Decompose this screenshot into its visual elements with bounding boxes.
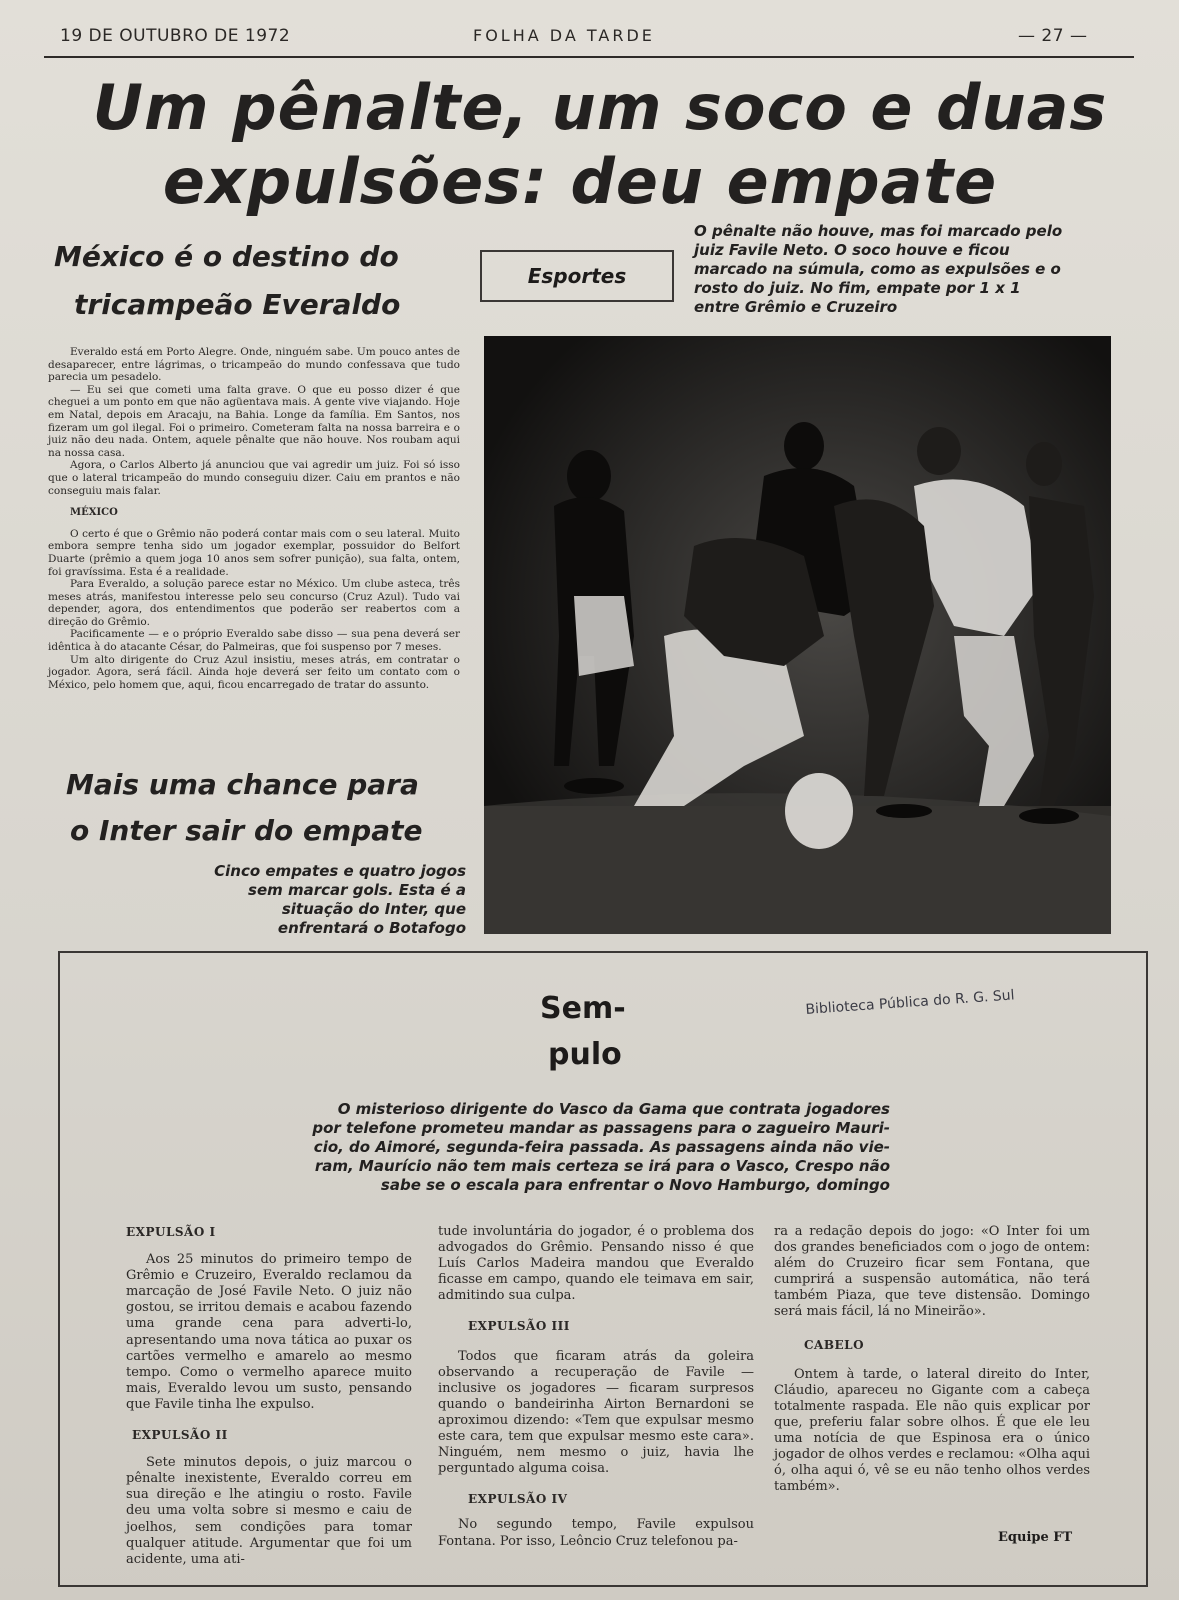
- everaldo-paragraph: Para Everaldo, a solução parece estar no México. Um clube asteca, três meses atrás, manifestou interesse pelo seu concurso (Cruz Azul). Tudo vai depender, agora, dos entendimentos que poderão ser reabertos com a direção do Grêmio.: [48, 578, 460, 628]
- expulsao-4-text: No segundo tempo, Favile expulsou Fontana. Por isso, Leôncio Cruz telefonou pa-: [438, 1517, 754, 1549]
- box-intro-line5: sabe se o escala para enfrentar o Novo Hamburgo, domingo: [380, 1176, 890, 1194]
- everaldo-paragraph: Um alto dirigente do Cruz Azul insistiu, meses atrás, em contratar o jogador. Agora, será fácil. Ainda hoje deverá ser feito um contato com o México, pelo homem que, aqui, ficou encarregado de tratar do assunto.: [48, 653, 460, 691]
- inter-summary-line2: sem marcar gols. Esta é a: [248, 881, 466, 899]
- newspaper-name: FOLHA DA TARDE: [473, 26, 655, 45]
- cabelo-text: Ontem à tarde, o lateral direito do Inter, Cláudio, apareceu no Gigante com a cabeça totalmente raspada. Ele não quis explicar por que, preferiu falar sobre olhos. É que ele leu uma notícia de que Espinosa era o único jogador de olhos verdes e reclamou: «Olha aqui ó, olha aqui ó, vê se eu não tenho olhos verdes também».: [774, 1366, 1090, 1495]
- inter-summary: [150, 862, 466, 938]
- lead-summary-line4: rosto do juiz. No fim, empate por 1 x 1: [694, 279, 1021, 297]
- column-2-continuation: tude involuntária do jogador, é o problema dos advogados do Grêmio. Pensando nisso é que Luís Carlos Madeira mandou que Everaldo ficasse em campo, quando ele teimava em sair, admitindo sua culpa.: [438, 1224, 754, 1304]
- box-title-line2: pulo: [548, 1037, 622, 1072]
- section-tag-esportes: Esportes: [480, 250, 674, 302]
- inter-title-line1: Mais uma chance para: [66, 768, 419, 801]
- everaldo-article-body: [48, 346, 460, 691]
- library-stamp: Biblioteca Pública do R. G. Sul: [805, 987, 1016, 1018]
- expulsao-2-label: EXPULSÃO II: [132, 1428, 228, 1443]
- box-title-line1: Sem-: [540, 991, 626, 1026]
- box-intro-line1: O misterioso dirigente do Vasco da Gama que contrata jogadores: [337, 1100, 890, 1118]
- issue-date: 19 DE OUTUBRO DE 1972: [60, 26, 291, 46]
- inter-summary-line4: enfrentará o Botafogo: [277, 919, 466, 937]
- expulsao-1-text: Aos 25 minutos do primeiro tempo de Grêmio e Cruzeiro, Everaldo reclamou da marcação de José Favile Neto. O juiz não gostou, se irritou demais e acabou fazendo uma grande cena para adverti-lo, apresentando uma nova tática ao puxar os cartões vermelho e amarelo ao mesmo tempo. Como o vermelho aparece muito mais, Everaldo levou um susto, pensando que Favile tinha lhe expulso.: [126, 1252, 412, 1412]
- expulsao-2-text: Sete minutos depois, o juiz marcou o pênalte inexistente, Everaldo correu em sua direção e lhe atingiu o rosto. Favile deu uma volta sobre si mesmo e caiu de joelhos, sem condições para tomar qualquer atitude. Argumentar que foi um acidente, uma ati-: [126, 1455, 412, 1567]
- everaldo-title-line1: México é o destino do: [54, 240, 399, 273]
- page-number: — 27 —: [1018, 26, 1088, 46]
- lead-summary-line1: O pênalte não houve, mas foi marcado pelo: [694, 222, 1063, 240]
- box-column-2: [438, 1224, 754, 1550]
- box-column-3: [774, 1224, 1090, 1495]
- everaldo-paragraph: — Eu sei que cometi uma falta grave. O que eu posso dizer é que cheguei a um ponto em que não agüentava mais. A gente vive viajando. Hoje em Natal, depois em Aracaju, na Bahia. Longe da família. Em Santos, nos fizeram um gol ilegal. Foi o primeiro. Cometeram falta na nossa barreira e o juiz não deu nada. Ontem, aquele pênalte que não houve. Nos roubam aqui na nossa casa.: [48, 383, 460, 459]
- lead-summary-line3: marcado na súmula, como as expulsões e o: [694, 260, 1061, 278]
- inter-summary-line3: situação do Inter, que: [281, 900, 466, 918]
- everaldo-paragraph: Everaldo está em Porto Alegre. Onde, ninguém sabe. Um pouco antes de desaparecer, entre lágrimas, o tricampeão do mundo confessava que tudo parecia um pesadelo.: [48, 346, 460, 384]
- lead-summary-line5: entre Grêmio e Cruzeiro: [694, 298, 898, 316]
- signature: Equipe FT: [998, 1530, 1073, 1545]
- everaldo-paragraph: Agora, o Carlos Alberto já anunciou que vai agredir um juiz. Foi só isso que o lateral tricampeão do mundo conseguiu dizer. Caiu em prantos e não conseguiu mais falar.: [48, 459, 460, 497]
- expulsao-3-label: EXPULSÃO III: [468, 1319, 570, 1334]
- lead-summary: [694, 222, 1062, 317]
- box-intro-line3: cio, do Aimoré, segunda-feira passada. As passagens ainda não vie-: [313, 1138, 890, 1156]
- lead-summary-line2: juiz Favile Neto. O soco houve e ficou: [694, 241, 1010, 259]
- everaldo-title-line2: tricampeão Everaldo: [74, 288, 401, 321]
- main-headline-line2: expulsões: deu empate: [162, 145, 998, 218]
- header-rule: [44, 56, 1134, 58]
- expulsao-3-text: Todos que ficaram atrás da goleira observando a recuperação de Favile — inclusive os jogadores — ficaram surpresos quando o bandeirinha Airton Bernardoni se aproximou dizendo: «Tem que expulsar mesmo este cara, tem que expulsar mesmo este cara». Ninguém, nem mesmo o juiz, havia lhe perguntado alguma coisa.: [438, 1348, 754, 1477]
- box-intro: [280, 1100, 890, 1195]
- column-3-continuation: ra a redação depois do jogo: «O Inter foi um dos grandes beneficiados com o jogo de ontem: além do Cruzeiro ficar sem Fontana, que cumprirá a suspensão automática, não terá também Piaza, que teve distensão. Domingo será mais fácil, lá no Mineirão».: [774, 1224, 1090, 1320]
- match-photo: [484, 336, 1111, 934]
- box-column-1: [126, 1224, 412, 1568]
- box-intro-line4: ram, Maurício não tem mais certeza se irá para o Vasco, Crespo não: [314, 1157, 890, 1175]
- expulsao-4-label: EXPULSÃO IV: [468, 1492, 568, 1507]
- everaldo-paragraph: O certo é que o Grêmio não poderá contar mais com o seu lateral. Muito embora sempre tenha sido um jogador exemplar, possuidor do Belfort Duarte (prêmio a quem joga 10 anos sem sofrer punição), sua falta, ontem, foi gravíssima. Esta é a realidade.: [48, 527, 460, 578]
- box-intro-line2: por telefone prometeu mandar as passagens para o zagueiro Mauri-: [312, 1119, 890, 1137]
- everaldo-paragraph: Pacificamente — e o próprio Everaldo sabe disso — sua pena deverá ser idêntica à do atacante César, do Palmeiras, que foi suspenso por 7 meses.: [48, 628, 460, 654]
- main-headline-line1: Um pênalte, um soco e duas: [92, 71, 1108, 144]
- inter-summary-line1: Cinco empates e quatro jogos: [214, 862, 466, 880]
- expulsao-1-label: EXPULSÃO I: [126, 1225, 216, 1239]
- cabelo-label: CABELO: [804, 1337, 865, 1352]
- inter-title-line2: o Inter sair do empate: [70, 814, 423, 847]
- everaldo-subtitle: MÉXICO: [70, 507, 118, 519]
